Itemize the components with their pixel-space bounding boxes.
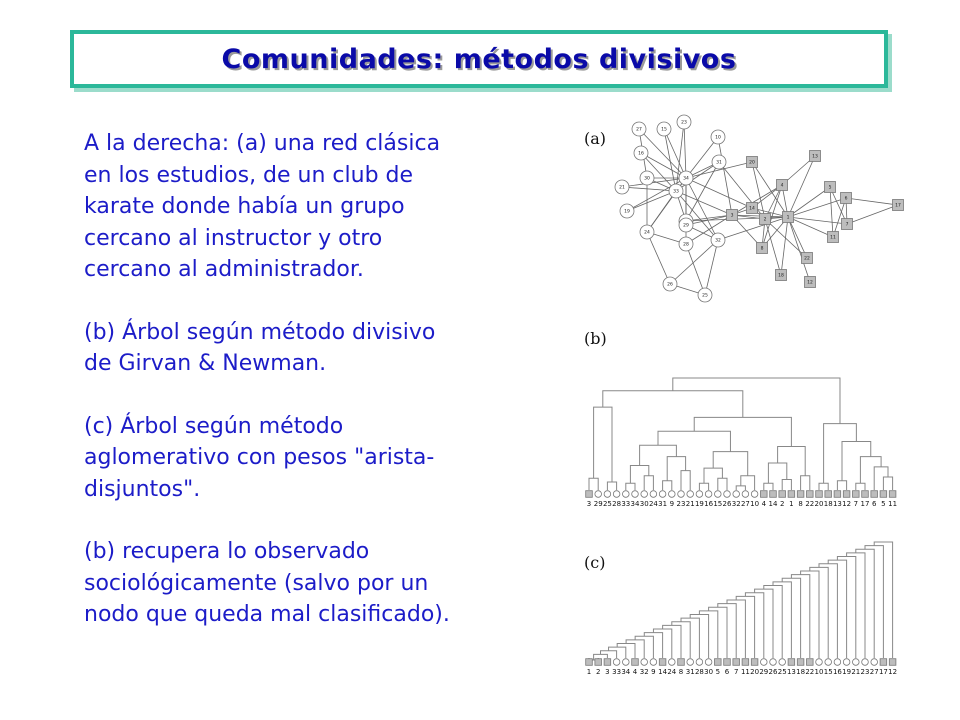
network-node-16 [634, 146, 648, 160]
network-node-11 [828, 232, 839, 243]
svg-text:19: 19 [694, 500, 704, 508]
tree-b-leaf-4 [761, 491, 768, 508]
svg-text:16: 16 [832, 668, 842, 676]
svg-text:34: 34 [683, 176, 689, 182]
svg-text:32: 32 [715, 238, 721, 244]
svg-text:9: 9 [651, 668, 656, 676]
svg-text:6: 6 [871, 500, 877, 508]
svg-text:4: 4 [632, 668, 638, 676]
tree-b-leaf-30 [640, 491, 649, 508]
tree-b-leaf-17 [861, 491, 870, 508]
svg-text:17: 17 [860, 500, 870, 508]
tree-c-leaf-21 [851, 659, 860, 676]
svg-text:5: 5 [881, 500, 886, 508]
tree-c-leaf-29 [759, 659, 768, 676]
tree-c-leaf-24 [667, 659, 676, 676]
network-node-18 [776, 270, 787, 281]
svg-text:19: 19 [842, 668, 852, 676]
tree-b-leaf-10 [750, 491, 759, 508]
network-edge-1-12 [788, 217, 810, 282]
svg-text:21: 21 [851, 668, 861, 676]
tree-b-link [842, 441, 871, 480]
title-box [70, 30, 888, 88]
tree-b-leaf-33 [621, 491, 630, 508]
tree-b-link [640, 445, 677, 465]
svg-text:12: 12 [842, 500, 852, 508]
slide-title: Comunidades: métodos divisivos [221, 43, 737, 75]
tree-c-leaves [586, 659, 897, 676]
tree-b-link [801, 476, 810, 490]
text-line: nodo que queda mal clasificado). [84, 602, 450, 627]
tree-b-link [782, 480, 791, 490]
svg-text:22: 22 [804, 256, 810, 262]
svg-text:24: 24 [667, 668, 677, 676]
svg-text:19: 19 [624, 209, 630, 215]
tree-b-link [883, 477, 892, 490]
tree-c-leaf-23 [861, 659, 870, 676]
svg-text:16: 16 [704, 500, 714, 508]
tree-b-link [764, 483, 773, 490]
svg-text:5: 5 [715, 668, 721, 676]
network-node-33 [669, 184, 683, 198]
network-node-32 [711, 233, 725, 247]
network-edge-32-34 [686, 178, 718, 240]
network-node-24 [640, 225, 654, 239]
text-line: (c) Árbol según método [84, 413, 344, 439]
tree-c-leaf-4 [632, 659, 639, 676]
svg-text:4: 4 [780, 183, 784, 189]
svg-text:25: 25 [777, 668, 787, 676]
tree-b-leaf-9 [669, 491, 676, 508]
tree-b-link [673, 378, 840, 424]
tree-b-link [856, 483, 865, 490]
svg-text:2: 2 [779, 500, 785, 508]
tree-b-link [819, 483, 828, 490]
svg-text:14: 14 [749, 206, 755, 212]
network-node-14 [747, 203, 758, 214]
tree-b-leaf-29 [594, 491, 603, 508]
network-node-30 [640, 171, 654, 185]
tree-b-link [713, 452, 748, 476]
network-node-12 [805, 277, 816, 288]
svg-text:31: 31 [658, 500, 668, 508]
tree-b-link [860, 457, 881, 484]
svg-text:1: 1 [789, 500, 794, 508]
network-edge-25-28 [686, 244, 705, 295]
text-line: (b) recupera lo observado [84, 539, 370, 564]
svg-text:23: 23 [860, 668, 870, 676]
tree-c-leaf-12 [888, 659, 897, 676]
network-node-1 [783, 212, 794, 223]
tree-b-leaf-20 [815, 491, 824, 508]
svg-text:33: 33 [673, 189, 679, 195]
tree-c-leaf-18 [796, 659, 805, 676]
tree-c-leaf-6 [724, 659, 731, 676]
svg-text:12: 12 [888, 668, 898, 676]
tree-b-leaf-31 [658, 491, 667, 508]
network-edge-15-33 [664, 129, 676, 191]
network-node-29 [679, 218, 693, 232]
tree-b-leaf-1 [788, 491, 795, 508]
text-line: aglomerativo con pesos "arista- [84, 445, 435, 470]
tree-b-leaf-11 [888, 491, 897, 508]
text-line: en los estudios, de un club de [84, 162, 414, 188]
figure-a-label: (a) [584, 129, 607, 148]
network-edge-3-33 [676, 191, 732, 215]
svg-text:11: 11 [740, 668, 750, 676]
network-node-8 [757, 243, 768, 254]
svg-text:27: 27 [636, 127, 642, 133]
svg-text:29: 29 [683, 223, 689, 229]
tree-b-leaf-15 [713, 491, 722, 508]
tree-b-leaf-3 [586, 491, 593, 508]
network-node-27 [632, 122, 646, 136]
tree-c-leaf-34 [621, 659, 630, 676]
svg-text:11: 11 [888, 500, 898, 508]
svg-text:10: 10 [750, 500, 760, 508]
network-node-5 [825, 182, 836, 193]
svg-text:10: 10 [814, 668, 824, 676]
paragraph-a [84, 128, 534, 286]
tree-b-link [718, 478, 727, 490]
svg-text:27: 27 [869, 668, 879, 676]
svg-text:30: 30 [704, 668, 714, 676]
tree-b-link [644, 476, 653, 490]
svg-text:16: 16 [638, 151, 644, 157]
tree-c-leaf-31 [686, 659, 695, 676]
svg-text:33: 33 [612, 668, 622, 676]
tree-b-link [874, 467, 888, 490]
svg-text:20: 20 [750, 668, 760, 676]
svg-text:12: 12 [807, 280, 813, 286]
tree-c-leaf-26 [769, 659, 778, 676]
tree-c-links [589, 542, 893, 660]
tree-b-leaf-13 [833, 491, 842, 508]
svg-text:22: 22 [805, 500, 815, 508]
network-node-4 [777, 180, 788, 191]
svg-text:9: 9 [669, 500, 675, 508]
svg-text:20: 20 [814, 500, 824, 508]
svg-text:26: 26 [667, 282, 673, 288]
svg-text:20: 20 [749, 160, 755, 166]
body-text [84, 128, 534, 631]
svg-text:29: 29 [593, 500, 603, 508]
svg-text:26: 26 [768, 668, 778, 676]
network-edges [622, 122, 898, 295]
tree-c-leaf-32 [640, 659, 649, 676]
svg-text:25: 25 [702, 293, 708, 299]
svg-text:11: 11 [830, 235, 836, 241]
tree-b-leaf-6 [871, 491, 878, 508]
karate-network [615, 115, 904, 302]
tree-b-leaf-25 [603, 491, 612, 508]
tree-c-leaf-8 [678, 659, 685, 676]
tree-b-link [736, 486, 745, 490]
svg-text:7: 7 [733, 668, 739, 676]
network-node-23 [677, 115, 691, 129]
tree-b-leaf-8 [797, 491, 804, 508]
tree-c-leaf-30 [704, 659, 713, 676]
svg-text:7: 7 [845, 222, 849, 228]
svg-text:31: 31 [716, 160, 722, 166]
tree-b-link [667, 457, 685, 481]
svg-text:30: 30 [639, 500, 649, 508]
figure-b-label: (b) [584, 329, 607, 348]
svg-text:34: 34 [621, 668, 631, 676]
network-node-17 [893, 200, 904, 211]
network-nodes [615, 115, 904, 302]
paragraph-b [84, 317, 534, 380]
text-line: (b) Árbol según método divisivo [84, 319, 436, 345]
svg-text:31: 31 [685, 668, 695, 676]
tree-b-link [607, 482, 616, 490]
network-edge-26-32 [670, 240, 718, 284]
tree-b-leaf-19 [695, 491, 704, 508]
tree-c-leaf-1 [586, 659, 593, 676]
svg-text:34: 34 [630, 500, 640, 508]
tree-c-leaf-28 [695, 659, 704, 676]
text-line: de Girvan & Newman. [84, 351, 327, 376]
svg-text:6: 6 [724, 668, 730, 676]
paragraph-conclusion [84, 536, 534, 631]
svg-text:4: 4 [761, 500, 767, 508]
tree-c-leaf-11 [741, 659, 750, 676]
tree-b-leaf-28 [612, 491, 621, 508]
tree-b-link [778, 447, 806, 476]
network-edge-1-13 [788, 156, 815, 217]
tree-b-link [630, 466, 648, 484]
text-line: disjuntos". [84, 476, 201, 502]
tree-b-leaf-14 [769, 491, 778, 508]
tree-c-leaf-20 [750, 659, 759, 676]
tree-b-leaf-26 [723, 491, 732, 508]
network-node-31 [712, 155, 726, 169]
text-line: cercano al administrador. [84, 257, 364, 282]
tree-b-link [603, 391, 743, 418]
svg-text:15: 15 [661, 127, 667, 133]
svg-text:13: 13 [832, 500, 842, 508]
tree-c-leaf-2 [595, 659, 602, 676]
svg-text:2: 2 [763, 217, 767, 223]
network-node-20 [747, 157, 758, 168]
svg-text:23: 23 [681, 120, 687, 126]
svg-text:5: 5 [828, 185, 832, 191]
svg-text:23: 23 [676, 500, 686, 508]
svg-text:26: 26 [722, 500, 732, 508]
svg-text:24: 24 [644, 230, 650, 236]
network-node-34 [679, 171, 693, 185]
tree-b-leaf-24 [649, 491, 658, 508]
tree-c-link [609, 647, 626, 658]
network-edge-25-32 [705, 240, 718, 295]
svg-text:6: 6 [844, 196, 848, 202]
tree-b-link [658, 431, 730, 451]
svg-text:17: 17 [895, 203, 901, 209]
svg-text:18: 18 [778, 273, 784, 279]
svg-text:7: 7 [853, 500, 859, 508]
network-edge-1-22 [788, 217, 807, 258]
tree-b-link [694, 417, 791, 446]
tree-c-leaf-7 [733, 659, 740, 676]
tree-b-link [741, 476, 755, 490]
svg-text:3: 3 [605, 668, 610, 676]
tree-b-link [589, 478, 598, 490]
tree-c-leaf-19 [842, 659, 851, 676]
tree-c-leaf-33 [612, 659, 621, 676]
tree-b-link [704, 468, 722, 483]
svg-text:33: 33 [621, 500, 631, 508]
tree-b-leaves [586, 491, 897, 508]
tree-c-leaf-16 [833, 659, 842, 676]
figures-panel [568, 112, 920, 680]
svg-text:10: 10 [715, 135, 721, 141]
network-node-22 [802, 253, 813, 264]
tree-b-leaf-22 [805, 491, 814, 508]
network-node-6 [841, 193, 852, 204]
tree-c-leaf-17 [879, 659, 888, 676]
svg-text:14: 14 [658, 668, 668, 676]
tree-c-leaf-3 [604, 659, 611, 676]
svg-text:21: 21 [619, 185, 625, 191]
svg-text:8: 8 [678, 668, 684, 676]
svg-text:30: 30 [644, 176, 650, 182]
network-edge-23-34 [684, 122, 686, 178]
svg-text:22: 22 [805, 668, 815, 676]
text-line: karate donde había un grupo [84, 194, 405, 219]
tree-b-link [681, 471, 690, 490]
tree-b-link [594, 407, 612, 482]
network-node-7 [842, 219, 853, 230]
network-node-26 [663, 277, 677, 291]
tree-b-link [626, 483, 635, 490]
svg-text:27: 27 [740, 500, 750, 508]
svg-text:32: 32 [639, 668, 649, 676]
dendrogram-girvan-newman [586, 378, 897, 508]
network-node-10 [711, 130, 725, 144]
network-node-13 [810, 151, 821, 162]
network-node-3 [727, 210, 738, 221]
svg-text:17: 17 [878, 668, 888, 676]
svg-text:24: 24 [648, 500, 658, 508]
tree-c-leaf-25 [778, 659, 787, 676]
tree-b-leaf-5 [880, 491, 887, 508]
network-edge-5-11 [830, 187, 833, 237]
svg-text:14: 14 [768, 500, 778, 508]
tree-c-leaf-9 [650, 659, 657, 676]
tree-b-leaf-18 [824, 491, 833, 508]
svg-text:1: 1 [586, 668, 592, 676]
svg-text:15: 15 [823, 668, 833, 676]
tree-c-leaf-13 [787, 659, 796, 676]
svg-text:18: 18 [796, 668, 806, 676]
tree-b-link [663, 481, 672, 490]
figure-c-label: (c) [584, 553, 606, 572]
tree-c-leaf-14 [658, 659, 667, 676]
tree-b-leaf-7 [853, 491, 860, 508]
tree-c-leaf-22 [805, 659, 814, 676]
svg-text:13: 13 [786, 668, 796, 676]
tree-b-leaf-16 [704, 491, 713, 508]
tree-c-leaf-15 [824, 659, 833, 676]
network-node-25 [698, 288, 712, 302]
network-node-21 [615, 180, 629, 194]
svg-text:15: 15 [713, 500, 723, 508]
network-edge-2-22 [765, 219, 807, 258]
tree-b-leaf-21 [686, 491, 695, 508]
svg-text:3: 3 [586, 500, 592, 508]
svg-text:28: 28 [683, 242, 689, 248]
svg-text:28: 28 [694, 668, 704, 676]
svg-text:8: 8 [760, 246, 764, 252]
tree-b-leaf-2 [779, 491, 786, 508]
tree-b-link [768, 463, 786, 483]
tree-b-link [699, 483, 708, 490]
network-edge-24-26 [647, 232, 670, 284]
paragraph-c [84, 411, 534, 506]
tree-c-leaf-10 [815, 659, 824, 676]
network-edge-1-6 [788, 198, 846, 217]
svg-text:18: 18 [823, 500, 833, 508]
tree-b-links [589, 378, 893, 490]
svg-text:1: 1 [786, 215, 790, 221]
network-edge-7-17 [847, 205, 898, 224]
svg-text:2: 2 [595, 668, 601, 676]
tree-c-leaf-5 [715, 659, 722, 676]
network-node-15 [657, 122, 671, 136]
text-line: cercano al instructor y otro [84, 225, 383, 251]
svg-text:32: 32 [731, 500, 741, 508]
svg-text:29: 29 [759, 668, 769, 676]
network-edge-6-17 [846, 198, 898, 205]
text-line: sociológicamente (salvo por un [84, 570, 429, 596]
svg-text:8: 8 [798, 500, 803, 508]
text-line: A la derecha: (a) una red clásica [84, 131, 441, 156]
tree-b-leaf-27 [741, 491, 750, 508]
tree-b-leaf-12 [842, 491, 851, 508]
network-node-19 [620, 204, 634, 218]
tree-b-leaf-32 [732, 491, 741, 508]
network-node-28 [679, 237, 693, 251]
tree-c-leaf-27 [870, 659, 879, 676]
svg-text:3: 3 [730, 213, 734, 219]
tree-b-link [824, 424, 857, 484]
dendrogram-agglomerative [586, 542, 897, 676]
svg-text:28: 28 [612, 500, 622, 508]
svg-text:13: 13 [812, 154, 818, 160]
network-edge-1-18 [781, 217, 788, 275]
tree-b-leaf-34 [631, 491, 640, 508]
svg-text:21: 21 [685, 500, 695, 508]
tree-b-leaf-23 [677, 491, 686, 508]
tree-b-link [837, 481, 846, 490]
network-node-2 [760, 214, 771, 225]
svg-text:25: 25 [602, 500, 612, 508]
